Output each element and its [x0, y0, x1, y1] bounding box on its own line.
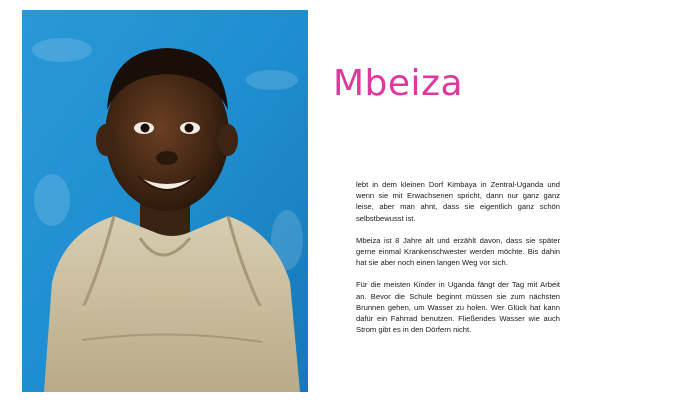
page-title: Mbeiza: [333, 63, 464, 104]
portrait-photo: [22, 10, 308, 392]
paragraph-intro: lebt in dem kleinen Dorf Kimbaya in Zentral-Uganda und wenn sie mit Erwachsenen spricht, dann nur ganz ganz leise, aber man ahnt, dass sie eigentlich ganz schön selbstbewusst ist.: [356, 180, 560, 223]
paragraph-daily-life: Für die meisten Kinder in Uganda fängt der Tag mit Arbeit an. Bevor die Schule beginnt müssen sie zum nächsten Brunnen gehen, um Wasser zu holen. Wer Glück hat kann dafür ein Fahrrad benutzen. Fließendes Wasser wie auch Strom gibt es in den Dörfern nicht.: [356, 280, 560, 335]
paragraph-age: Mbeiza ist 8 Jahre alt und erzählt davon, dass sie später gerne einmal Krankenschwester werden möchte. Bis dahin hat sie aber noch einen langen Weg vor sich.: [356, 235, 560, 268]
article-text: [356, 179, 560, 346]
